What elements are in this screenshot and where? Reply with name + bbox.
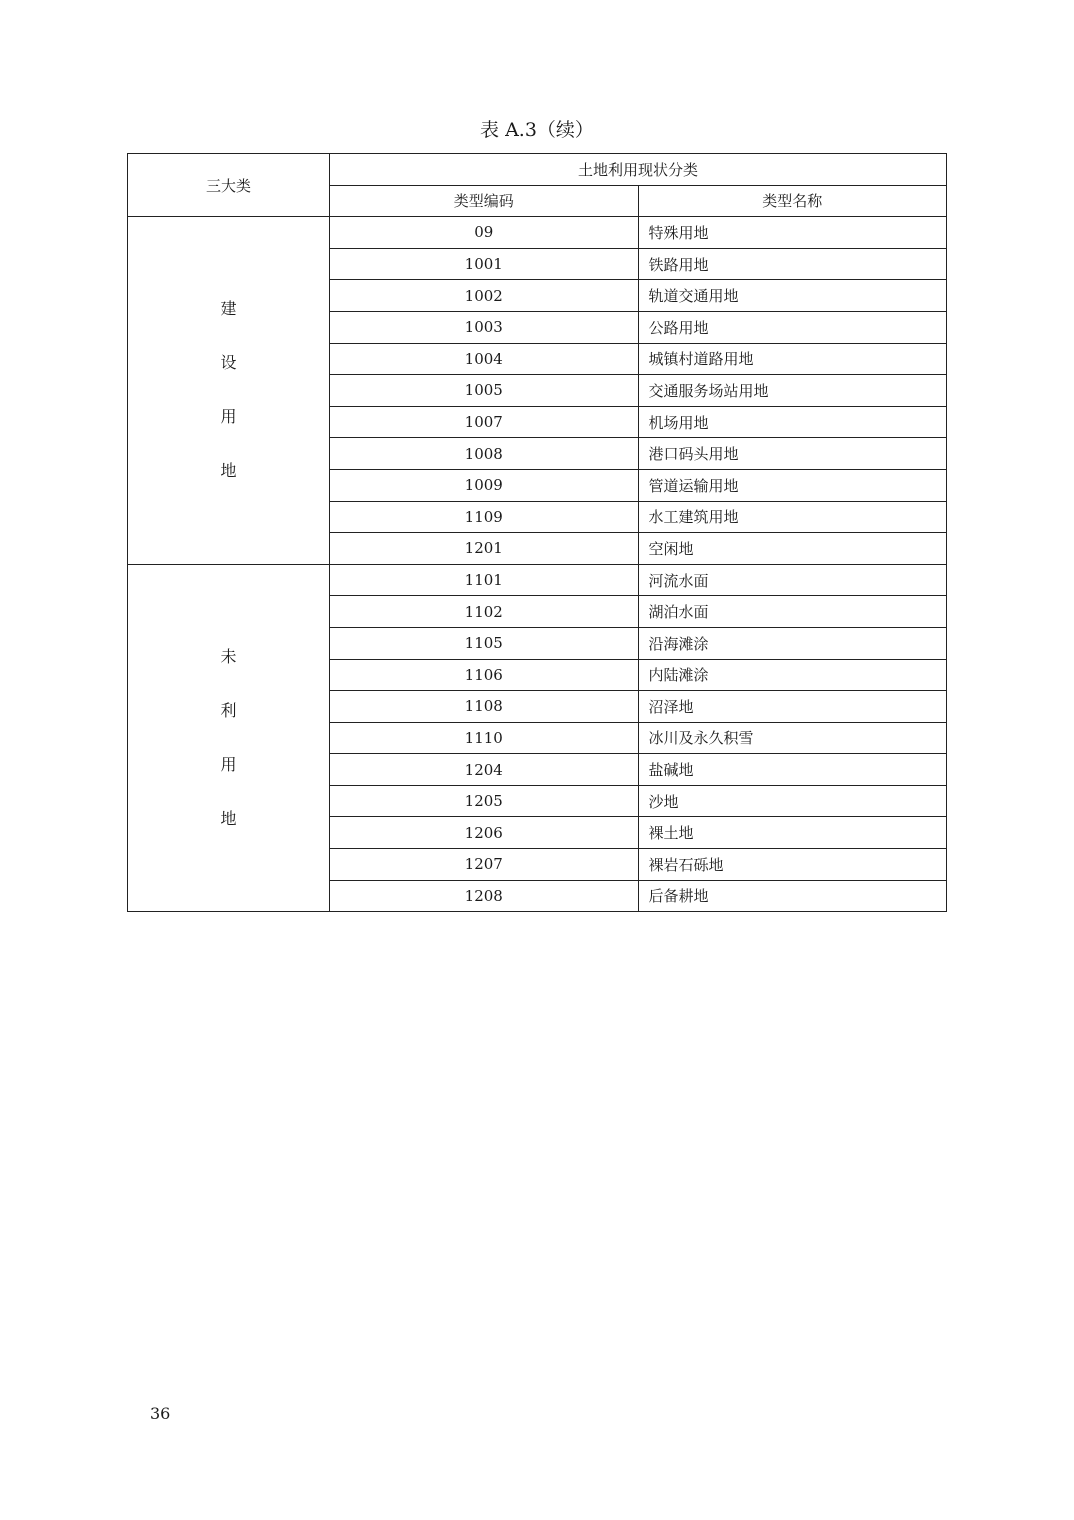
type-code-cell: 1003 [330,311,639,343]
table-row [128,564,947,596]
type-code-cell: 1001 [330,248,639,280]
major-class-char: 利 [220,700,237,720]
type-code-cell: 1204 [330,754,639,786]
type-name-cell: 管道运输用地 [638,469,947,501]
type-code-cell: 1007 [330,406,639,438]
major-class-cell [128,217,330,565]
type-name-cell: 公路用地 [638,311,947,343]
major-class-char: 用 [220,754,237,774]
type-code-cell: 1109 [330,501,639,533]
type-name-cell: 水工建筑用地 [638,501,947,533]
type-code-cell: 1005 [330,375,639,407]
type-name-cell: 城镇村道路用地 [638,343,947,375]
type-name-cell: 交通服务场站用地 [638,375,947,407]
type-code-cell: 1108 [330,691,639,723]
major-class-label [128,644,329,832]
major-class-char: 用 [220,407,237,427]
type-code-cell: 1201 [330,533,639,565]
type-name-cell: 内陆滩涂 [638,659,947,691]
type-code-cell: 1004 [330,343,639,375]
header-row [128,154,947,186]
type-name-cell: 沼泽地 [638,691,947,723]
type-name-cell: 轨道交通用地 [638,280,947,312]
type-name-cell: 沙地 [638,785,947,817]
type-code-cell: 1101 [330,564,639,596]
type-code-cell: 1105 [330,627,639,659]
major-class-char: 未 [220,646,237,666]
type-code-cell: 1110 [330,722,639,754]
header-major-class: 三大类 [128,154,330,217]
type-name-cell: 裸土地 [638,817,947,849]
type-code-cell: 1002 [330,280,639,312]
type-name-cell: 后备耕地 [638,880,947,912]
type-name-cell: 特殊用地 [638,217,947,249]
major-class-label [128,296,329,484]
type-code-cell: 1106 [330,659,639,691]
type-code-cell: 1205 [330,785,639,817]
header-code: 类型编码 [330,185,639,217]
type-name-cell: 港口码头用地 [638,438,947,470]
type-code-cell: 1206 [330,817,639,849]
type-name-cell: 机场用地 [638,406,947,438]
type-name-cell: 铁路用地 [638,248,947,280]
type-code-cell: 09 [330,217,639,249]
major-class-char: 地 [220,461,237,481]
table-row [128,217,947,249]
type-code-cell: 1102 [330,596,639,628]
land-use-classification-table [127,153,947,912]
type-code-cell: 1208 [330,880,639,912]
major-class-char: 地 [220,808,237,828]
type-name-cell: 裸岩石砾地 [638,849,947,881]
type-name-cell: 湖泊水面 [638,596,947,628]
major-class-cell [128,564,330,912]
type-name-cell: 冰川及永久积雪 [638,722,947,754]
type-code-cell: 1009 [330,469,639,501]
type-code-cell: 1207 [330,849,639,881]
type-name-cell: 空闲地 [638,533,947,565]
table-caption: 表 A.3（续） [480,119,594,141]
type-name-cell: 沿海滩涂 [638,627,947,659]
type-name-cell: 盐碱地 [638,754,947,786]
type-name-cell: 河流水面 [638,564,947,596]
type-code-cell: 1008 [330,438,639,470]
header-name: 类型名称 [638,185,947,217]
major-class-char: 设 [220,353,237,373]
header-current-class: 土地利用现状分类 [330,154,947,186]
page-number: 36 [150,1404,171,1423]
major-class-char: 建 [220,299,237,319]
